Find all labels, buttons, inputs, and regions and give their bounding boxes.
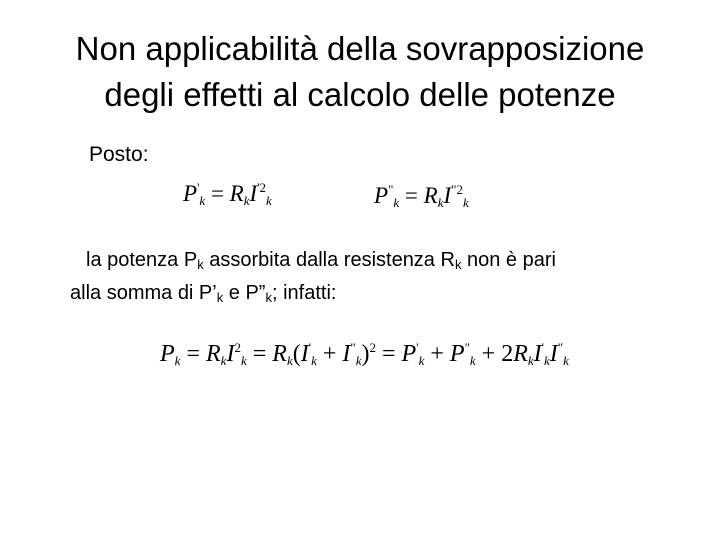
explanation-paragraph [70,246,690,312]
formula-total-power: $P_k = R_kI^2_k = R_k(I'_k + I^"_k)^2 = P'_k + P^"_k + 2R_kI'_kI^"_k$ [160,340,569,368]
paragraph-line-1: la potenza $P_k$ assorbita dalla resistenza $R_k$ non è pari [86,249,556,272]
formula-p-prime: $P'_k = R_kI^{'2}_k$ [183,180,272,208]
formula-p-second: $P^"_k = R_kI^{"2}_k$ [374,182,469,210]
paragraph-line-2: alla somma di $P’_k$ e $P”_k$; infatti: [70,282,337,305]
slide-title [0,26,720,118]
posto-label: Posto: [89,143,149,166]
title-line-2: degli effetti al calcolo delle potenze [104,76,616,113]
title-line-1: Non applicabilità della sovrapposizione [75,30,645,67]
